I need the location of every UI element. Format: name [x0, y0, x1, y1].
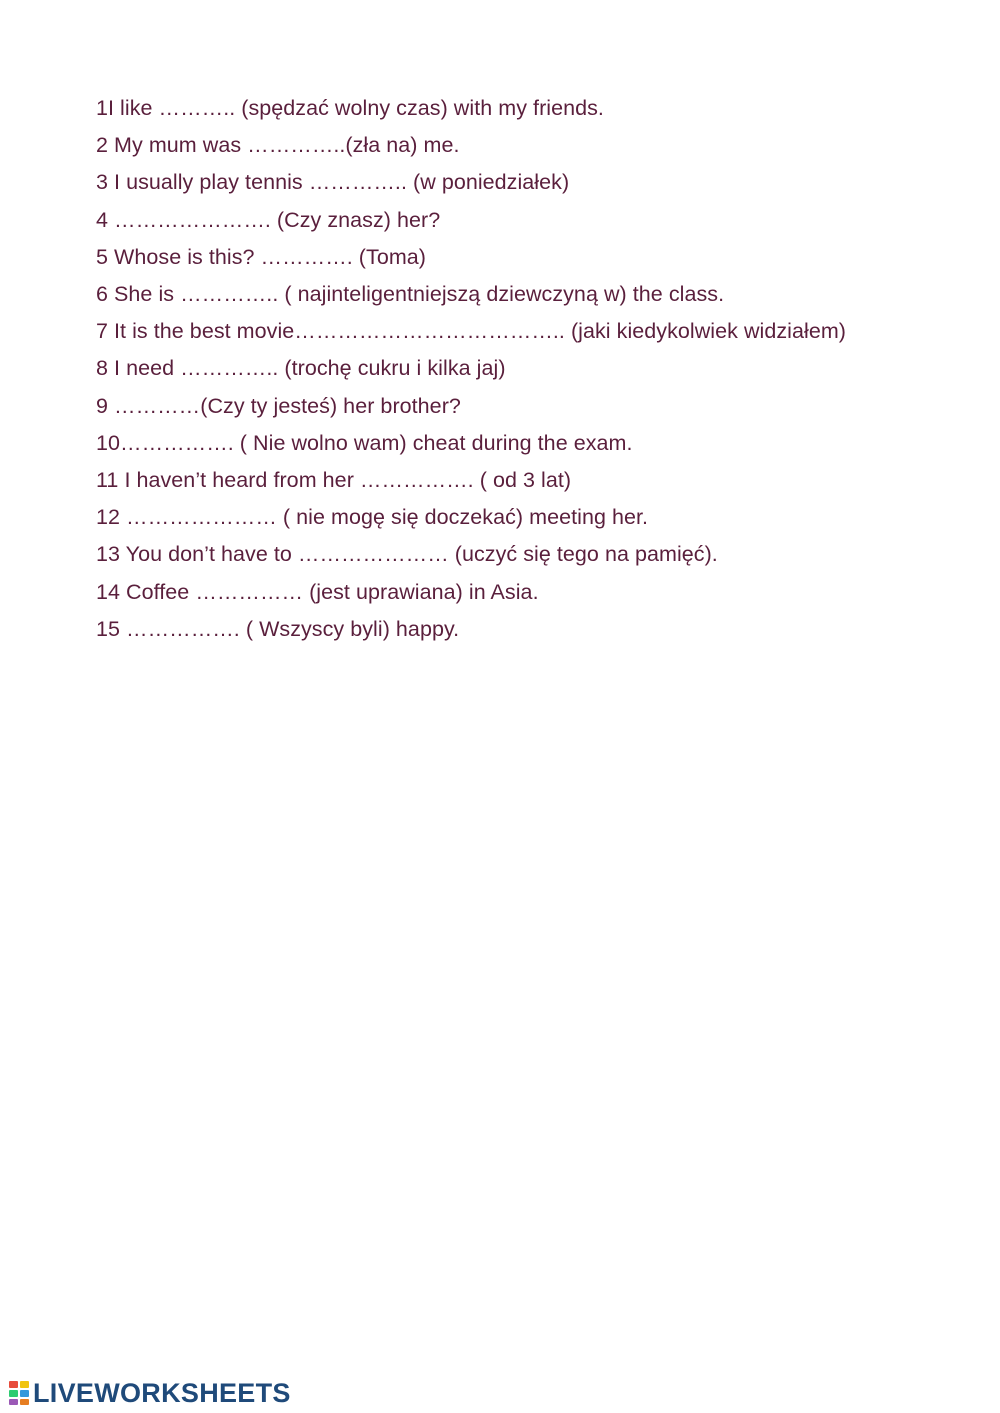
liveworksheets-footer	[8, 1379, 291, 1407]
exercise-11: 11 I haven’t heard from her ……………. ( od 3 lat)	[96, 468, 572, 493]
exercise-15: 15 ……………. ( Wszyscy byli) happy.	[96, 616, 460, 641]
exercise-12: 12 ………………… ( nie mogę się doczekać) meeting her.	[96, 505, 649, 530]
exercise-1: 1I like ……….. (spędzać wolny czas) with my friends.	[96, 96, 604, 120]
exercise-10: 10……………. ( Nie wolno wam) cheat during the exam.	[96, 430, 633, 455]
exercise-14: 14 Coffee …………… (jest uprawiana) in Asia.	[96, 579, 539, 604]
exercise-5: 5 Whose is this? …………. (Toma)	[96, 244, 426, 269]
exercise-4: 4 …………………. (Czy znasz) her?	[96, 207, 441, 232]
exercise-2: 2 My mum was …………..(zła na) me.	[96, 133, 460, 158]
liveworksheets-logo-icon	[8, 1380, 30, 1406]
exercise-3: 3 I usually play tennis ………….. (w poniedziałek)	[96, 170, 570, 195]
exercise-8: 8 I need ………….. (trochę cukru i kilka jaj)	[96, 356, 506, 381]
exercise-13: 13 You don’t have to ………………… (uczyć się tego na pamięć).	[96, 542, 718, 567]
exercise-6: 6 She is ………….. ( najinteligentniejszą dziewczyną w) the class.	[96, 282, 725, 307]
exercise-list	[96, 90, 856, 648]
exercise-9: 9 …………(Czy ty jesteś) her brother?	[96, 393, 461, 418]
brand-name: LIVEWORKSHEETS	[33, 1378, 291, 1408]
exercise-7: 7 It is the best movie……………………………….. (jaki kiedykolwiek widziałem)	[96, 319, 846, 344]
